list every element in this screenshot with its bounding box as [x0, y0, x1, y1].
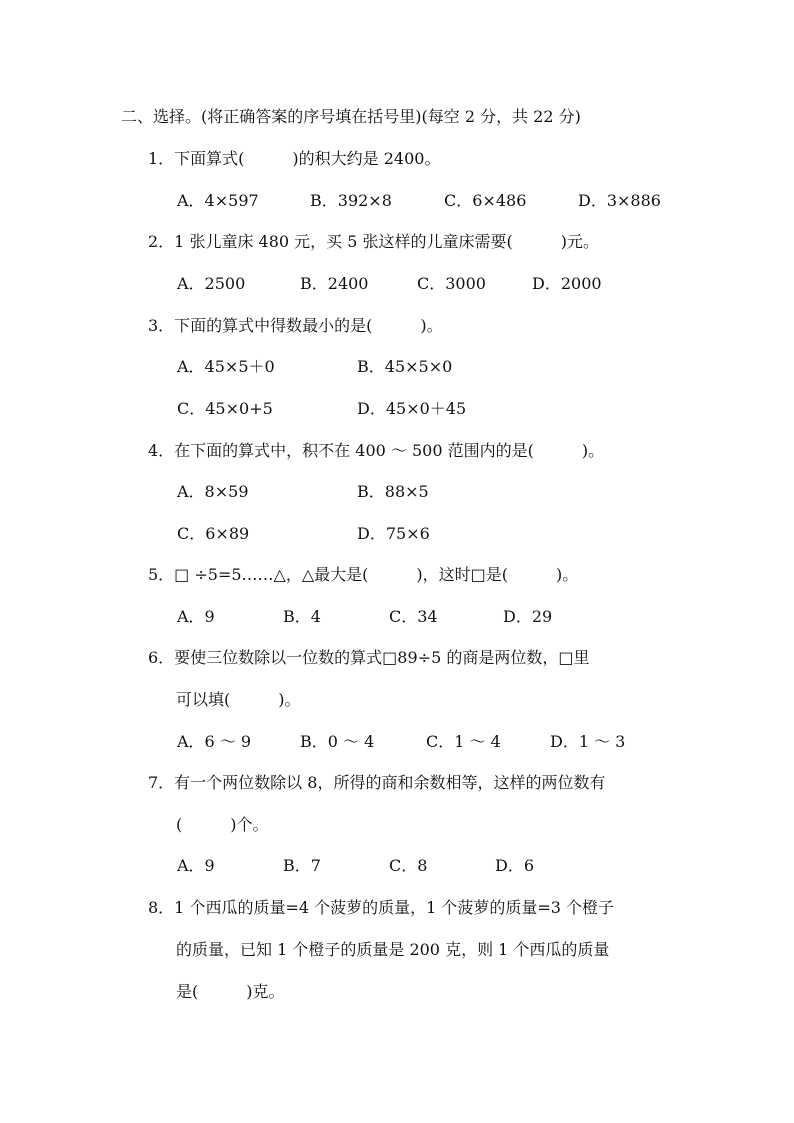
question-7-option-d: D．6 — [495, 856, 535, 875]
question-3-option-b: B．45×5×0 — [357, 357, 453, 376]
question-6-option-c: C．1 ～ 4 — [426, 732, 501, 751]
question-4-option-d: D．75×6 — [357, 524, 430, 543]
question-5-option-d: D．29 — [503, 607, 553, 626]
question-1-option-a: A．4×597 — [177, 191, 259, 210]
question-3-option-a: A．45×5＋0 — [177, 357, 275, 376]
question-1-option-b: B．392×8 — [310, 191, 392, 210]
question-7-text-cont: ( )个。 — [176, 815, 269, 834]
question-6-text-cont: 可以填( )。 — [176, 690, 301, 709]
question-7-option-b: B．7 — [283, 856, 321, 875]
question-7-text: 7．有一个两位数除以 8，所得的商和余数相等，这样的两位数有 — [148, 773, 606, 792]
question-3-option-c: C．45×0+5 — [177, 399, 273, 418]
question-8-text-cont-2: 是( )克。 — [176, 982, 285, 1001]
section-heading: 二、选择。(将正确答案的序号填在括号里)(每空 2 分，共 22 分) — [121, 107, 581, 126]
question-4-text: 4．在下面的算式中，积不在 400 ～ 500 范围内的是( )。 — [148, 441, 605, 460]
question-4-option-b: B．88×5 — [357, 482, 429, 501]
question-6-option-b: B．0 ～ 4 — [300, 732, 375, 751]
question-2-option-b: B．2400 — [300, 274, 369, 293]
question-3-text: 3．下面的算式中得数最小的是( )。 — [148, 316, 443, 335]
question-6-option-d: D．1 ～ 3 — [550, 732, 626, 751]
question-2-option-c: C．3000 — [417, 274, 486, 293]
question-5-text: 5．□ ÷5=5……△，△最大是( )，这时□是( )。 — [148, 565, 579, 584]
question-7-option-c: C．8 — [389, 856, 428, 875]
question-2-option-a: A．2500 — [177, 274, 246, 293]
question-8-text-cont-1: 的质量，已知 1 个橙子的质量是 200 克，则 1 个西瓜的质量 — [176, 940, 610, 959]
question-8-text: 8．1 个西瓜的质量=4 个菠萝的质量，1 个菠萝的质量=3 个橙子 — [148, 898, 615, 917]
question-6-option-a: A．6 ～ 9 — [177, 732, 252, 751]
question-7-option-a: A．9 — [177, 856, 215, 875]
question-2-option-d: D．2000 — [532, 274, 602, 293]
question-5-option-c: C．34 — [389, 607, 438, 626]
question-1-option-c: C．6×486 — [444, 191, 527, 210]
question-1-option-d: D．3×886 — [578, 191, 661, 210]
question-3-option-d: D．45×0＋45 — [357, 399, 467, 418]
question-5-option-a: A．9 — [177, 607, 215, 626]
question-5-option-b: B．4 — [283, 607, 321, 626]
question-2-text: 2．1 张儿童床 480 元，买 5 张这样的儿童床需要( )元。 — [148, 232, 599, 251]
question-1-text: 1．下面算式( )的积大约是 2400。 — [148, 149, 441, 168]
question-4-option-a: A．8×59 — [177, 482, 249, 501]
question-4-option-c: C．6×89 — [177, 524, 250, 543]
question-6-text: 6．要使三位数除以一位数的算式□89÷5 的商是两位数，□里 — [148, 648, 590, 667]
